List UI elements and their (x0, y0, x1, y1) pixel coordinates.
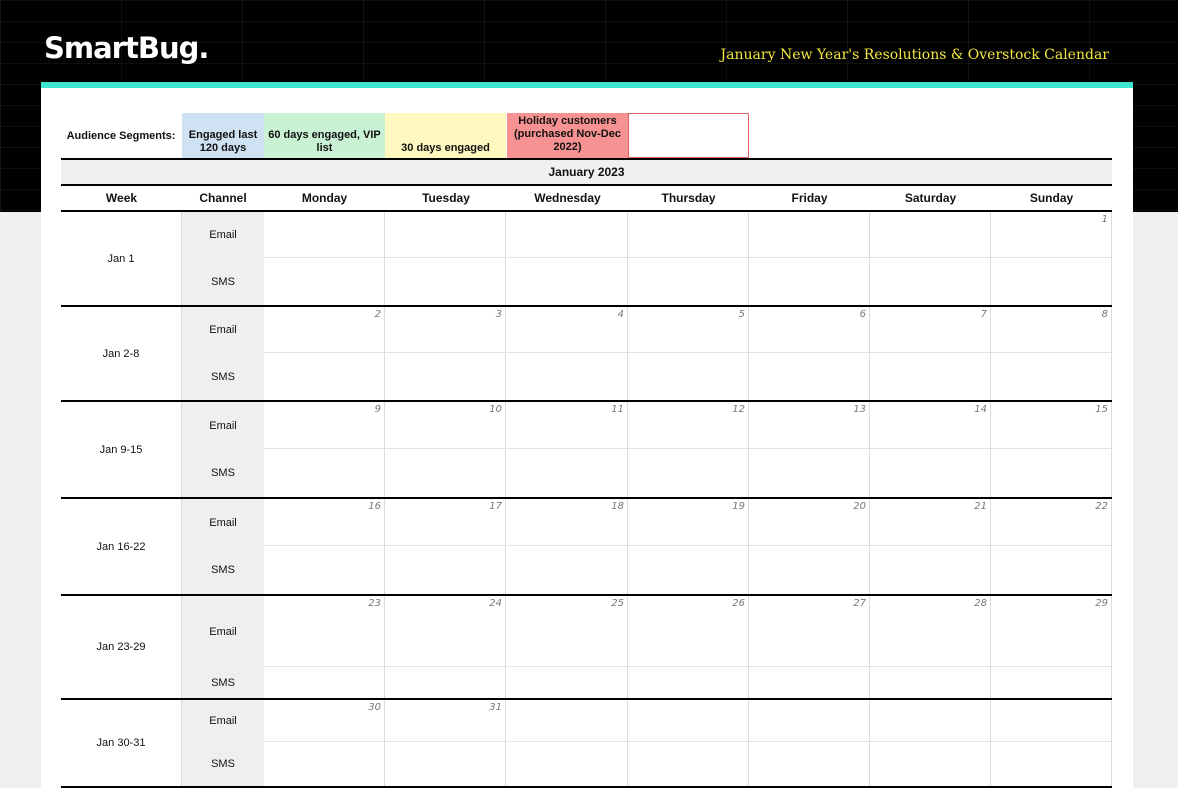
sms-cell[interactable] (870, 667, 991, 698)
sms-cell[interactable] (264, 353, 385, 400)
sms-cell[interactable] (870, 449, 991, 497)
day-number: 20 (853, 501, 866, 512)
sms-cell[interactable] (385, 667, 506, 698)
column-header-week: Week (105, 191, 138, 205)
email-cell[interactable] (991, 499, 1112, 546)
channel-sms: SMS (182, 258, 264, 305)
email-cell[interactable] (870, 212, 991, 258)
column-header-saturday: Saturday (904, 191, 957, 205)
email-cell[interactable] (385, 596, 506, 667)
email-cell[interactable] (385, 212, 506, 258)
day-number: 31 (489, 702, 502, 713)
day-number: 6 (859, 309, 866, 320)
week-label: Jan 9-15 (61, 402, 182, 497)
day-number: 23 (368, 598, 381, 609)
sms-cell[interactable] (507, 353, 628, 400)
day-number: 22 (1095, 501, 1108, 512)
day-number: 25 (611, 598, 624, 609)
day-number: 7 (980, 309, 987, 320)
day-number: 9 (374, 404, 381, 415)
email-cell[interactable] (507, 700, 628, 742)
email-cell[interactable] (870, 307, 991, 353)
week-label: Jan 1 (61, 212, 182, 305)
email-cell[interactable] (385, 402, 506, 449)
email-cell[interactable] (264, 212, 385, 258)
week-row (61, 596, 1112, 700)
sms-cell[interactable] (507, 449, 628, 497)
sms-cell[interactable] (507, 667, 628, 698)
sms-cell[interactable] (507, 742, 628, 786)
segment-engaged-60-vip[interactable]: 60 days engaged, VIP list (264, 113, 385, 158)
email-cell[interactable] (749, 212, 870, 258)
email-cell[interactable] (264, 700, 385, 742)
sms-cell[interactable] (264, 742, 385, 786)
channel-email: Email (182, 596, 264, 667)
calendar-sheet (41, 88, 1133, 788)
column-header-thursday: Thursday (661, 191, 716, 205)
sms-cell[interactable] (991, 742, 1112, 786)
sms-cell[interactable] (870, 742, 991, 786)
calendar-title: January New Year's Resolutions & Overstock Calendar (720, 47, 1109, 63)
sms-cell[interactable] (628, 353, 749, 400)
sms-cell[interactable] (385, 546, 506, 594)
email-cell[interactable] (870, 499, 991, 546)
day-number: 3 (495, 309, 502, 320)
month-header: January 2023 (61, 158, 1112, 186)
day-number: 30 (368, 702, 381, 713)
email-cell[interactable] (991, 212, 1112, 258)
channel-email: Email (182, 499, 264, 546)
day-number: 14 (974, 404, 987, 415)
audience-legend (61, 113, 1061, 158)
week-row (61, 402, 1112, 499)
email-cell[interactable] (749, 307, 870, 353)
sms-cell[interactable] (385, 353, 506, 400)
sms-cell[interactable] (991, 353, 1112, 400)
day-number: 13 (853, 404, 866, 415)
column-header-monday: Monday (301, 191, 348, 205)
day-number: 17 (489, 501, 502, 512)
week-row (61, 499, 1112, 596)
sms-cell[interactable] (628, 667, 749, 698)
column-header-wednesday: Wednesday (534, 191, 601, 205)
week-row (61, 212, 1112, 307)
sms-cell[interactable] (991, 449, 1112, 497)
week-label: Jan 16-22 (61, 499, 182, 594)
sms-cell[interactable] (870, 546, 991, 594)
segment-engaged-120[interactable]: Engaged last 120 days (182, 113, 264, 158)
sms-cell[interactable] (628, 546, 749, 594)
email-cell[interactable] (507, 402, 628, 449)
week-label: Jan 30-31 (61, 700, 182, 786)
email-cell[interactable] (870, 402, 991, 449)
email-cell[interactable] (628, 596, 749, 667)
email-cell[interactable] (749, 499, 870, 546)
sms-cell[interactable] (264, 449, 385, 497)
column-header-sunday: Sunday (1029, 191, 1074, 205)
day-number: 12 (732, 404, 745, 415)
email-cell[interactable] (628, 700, 749, 742)
sms-cell[interactable] (628, 742, 749, 786)
email-cell[interactable] (264, 499, 385, 546)
email-cell[interactable] (628, 212, 749, 258)
email-cell[interactable] (507, 499, 628, 546)
email-cell[interactable] (264, 596, 385, 667)
column-header-friday: Friday (791, 191, 828, 205)
channel-sms: SMS (182, 667, 264, 698)
email-cell[interactable] (385, 307, 506, 353)
column-header-channel: Channel (199, 191, 247, 205)
email-cell[interactable] (264, 307, 385, 353)
email-cell[interactable] (507, 307, 628, 353)
day-number: 1 (1101, 214, 1108, 225)
day-number: 5 (738, 309, 745, 320)
legend-label: Audience Segments: (66, 129, 176, 142)
email-cell[interactable] (749, 402, 870, 449)
email-cell[interactable] (749, 596, 870, 667)
day-number: 29 (1095, 598, 1108, 609)
day-number: 2 (374, 309, 381, 320)
email-cell[interactable] (507, 596, 628, 667)
channel-email: Email (182, 402, 264, 449)
email-cell[interactable] (385, 499, 506, 546)
channel-sms: SMS (182, 546, 264, 594)
sms-cell[interactable] (991, 667, 1112, 698)
day-number: 27 (853, 598, 866, 609)
column-header-tuesday: Tuesday (422, 191, 470, 205)
sms-cell[interactable] (507, 258, 628, 305)
sms-cell[interactable] (385, 742, 506, 786)
email-cell[interactable] (991, 307, 1112, 353)
day-number: 16 (368, 501, 381, 512)
channel-email: Email (182, 307, 264, 353)
sms-cell[interactable] (991, 258, 1112, 305)
smartbug-logo: SmartBug. (44, 31, 209, 65)
week-label: Jan 2-8 (61, 307, 182, 400)
segment-engaged-30[interactable]: 30 days engaged (385, 113, 506, 158)
sms-cell[interactable] (628, 449, 749, 497)
email-cell[interactable] (264, 402, 385, 449)
sms-cell[interactable] (870, 353, 991, 400)
day-number: 26 (732, 598, 745, 609)
channel-sms: SMS (182, 449, 264, 497)
day-number: 19 (732, 501, 745, 512)
channel-email: Email (182, 700, 264, 742)
sms-cell[interactable] (749, 449, 870, 497)
email-cell[interactable] (628, 307, 749, 353)
day-number: 10 (489, 404, 502, 415)
sms-cell[interactable] (385, 449, 506, 497)
column-headers (61, 186, 1112, 212)
email-cell[interactable] (628, 402, 749, 449)
email-cell[interactable] (991, 402, 1112, 449)
email-cell[interactable] (870, 700, 991, 742)
day-number: 8 (1101, 309, 1108, 320)
sms-cell[interactable] (749, 667, 870, 698)
day-number: 28 (974, 598, 987, 609)
sms-cell[interactable] (264, 258, 385, 305)
channel-email: Email (182, 212, 264, 258)
email-cell[interactable] (870, 596, 991, 667)
day-number: 15 (1095, 404, 1108, 415)
channel-sms: SMS (182, 353, 264, 400)
week-row (61, 700, 1112, 788)
sms-cell[interactable] (264, 546, 385, 594)
sms-cell[interactable] (385, 258, 506, 305)
sms-cell[interactable] (749, 546, 870, 594)
email-cell[interactable] (991, 596, 1112, 667)
email-cell[interactable] (507, 212, 628, 258)
email-cell[interactable] (628, 499, 749, 546)
sms-cell[interactable] (264, 667, 385, 698)
day-number: 21 (974, 501, 987, 512)
sms-cell[interactable] (628, 258, 749, 305)
sms-cell[interactable] (749, 353, 870, 400)
email-cell[interactable] (385, 700, 506, 742)
day-number: 4 (617, 309, 624, 320)
email-cell[interactable] (991, 700, 1112, 742)
email-cell[interactable] (749, 700, 870, 742)
segment-holiday-customers[interactable]: Holiday customers (purchased Nov-Dec 2022) (507, 113, 628, 158)
sms-cell[interactable] (870, 258, 991, 305)
segment-empty[interactable] (628, 113, 749, 158)
channel-sms: SMS (182, 742, 264, 786)
day-number: 24 (489, 598, 502, 609)
sms-cell[interactable] (991, 546, 1112, 594)
sms-cell[interactable] (507, 546, 628, 594)
day-number: 11 (611, 404, 624, 415)
week-row (61, 307, 1112, 402)
sms-cell[interactable] (749, 742, 870, 786)
sms-cell[interactable] (749, 258, 870, 305)
day-number: 18 (611, 501, 624, 512)
week-label: Jan 23-29 (61, 596, 182, 698)
